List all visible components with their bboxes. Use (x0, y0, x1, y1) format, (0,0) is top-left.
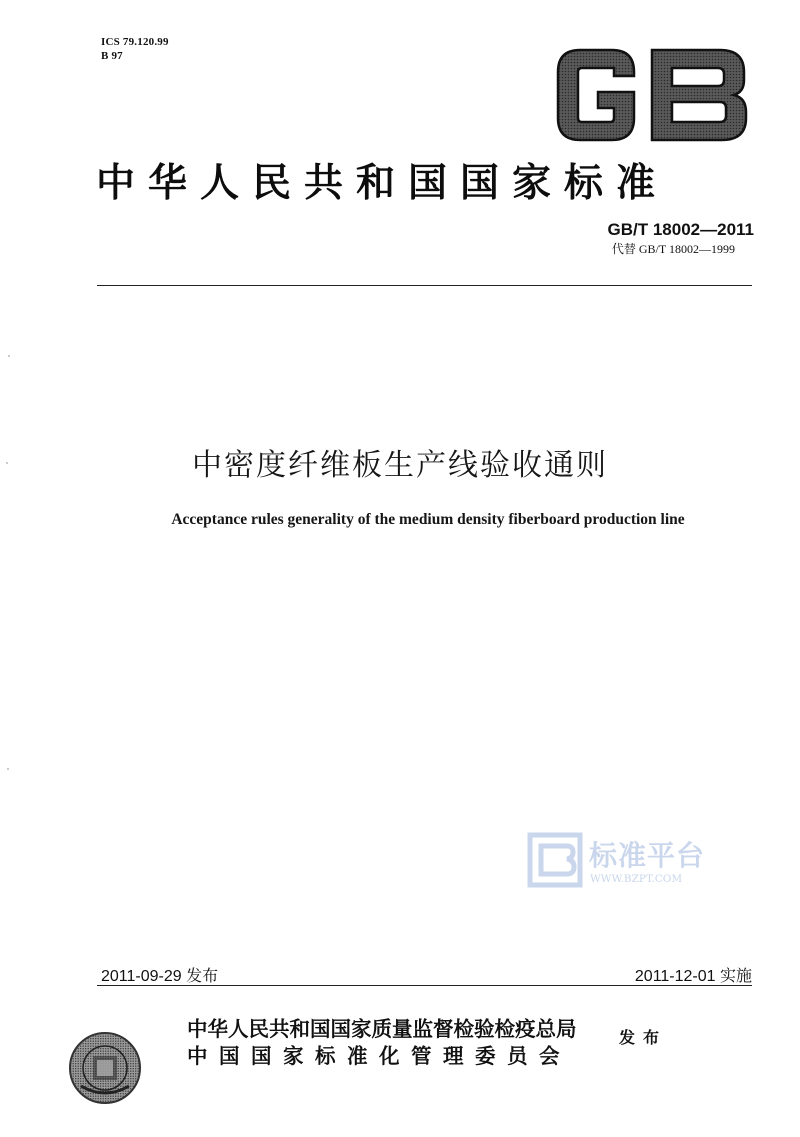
publish-label: 发布 (619, 1028, 668, 1047)
scan-artifact (8, 355, 10, 357)
watermark-url: WWW.BZPT.COM (590, 873, 683, 885)
gb-logo-text: GB (552, 40, 554, 41)
document-title-english: Acceptance rules generality of the medium density fiberboard production line (171, 511, 685, 528)
standard-category: 中华人民共和国国家标准 (96, 161, 669, 206)
standard-number: GB/T 18002—2011 (607, 220, 754, 239)
issue-date: 2011-09-29 发布 (101, 968, 219, 985)
ccs-code: B 97 (101, 50, 123, 62)
ics-code: ICS 79.120.99 (101, 36, 169, 48)
scan-artifact (7, 768, 9, 770)
top-divider (97, 285, 752, 286)
issuer-aqsiq: 中华人民共和国国家质量监督检验检疫总局 (187, 1017, 577, 1041)
watermark (527, 832, 727, 892)
implementation-date: 2011-12-01 实施 (634, 968, 752, 985)
replaced-standard: 代替 GB/T 18002—1999 (611, 242, 735, 256)
scan-artifact (6, 462, 8, 464)
gb-logo (552, 40, 754, 150)
official-seal-icon (67, 1030, 143, 1106)
watermark-name: 标准平台 (589, 839, 706, 872)
watermark-logo-icon (527, 832, 583, 888)
classification-codes (101, 35, 169, 63)
bottom-divider (97, 985, 752, 986)
issuer-sac: 中国国家标准化管理委员会 (187, 1044, 571, 1068)
document-title-chinese: 中密度纤维板生产线验收通则 (192, 448, 608, 483)
